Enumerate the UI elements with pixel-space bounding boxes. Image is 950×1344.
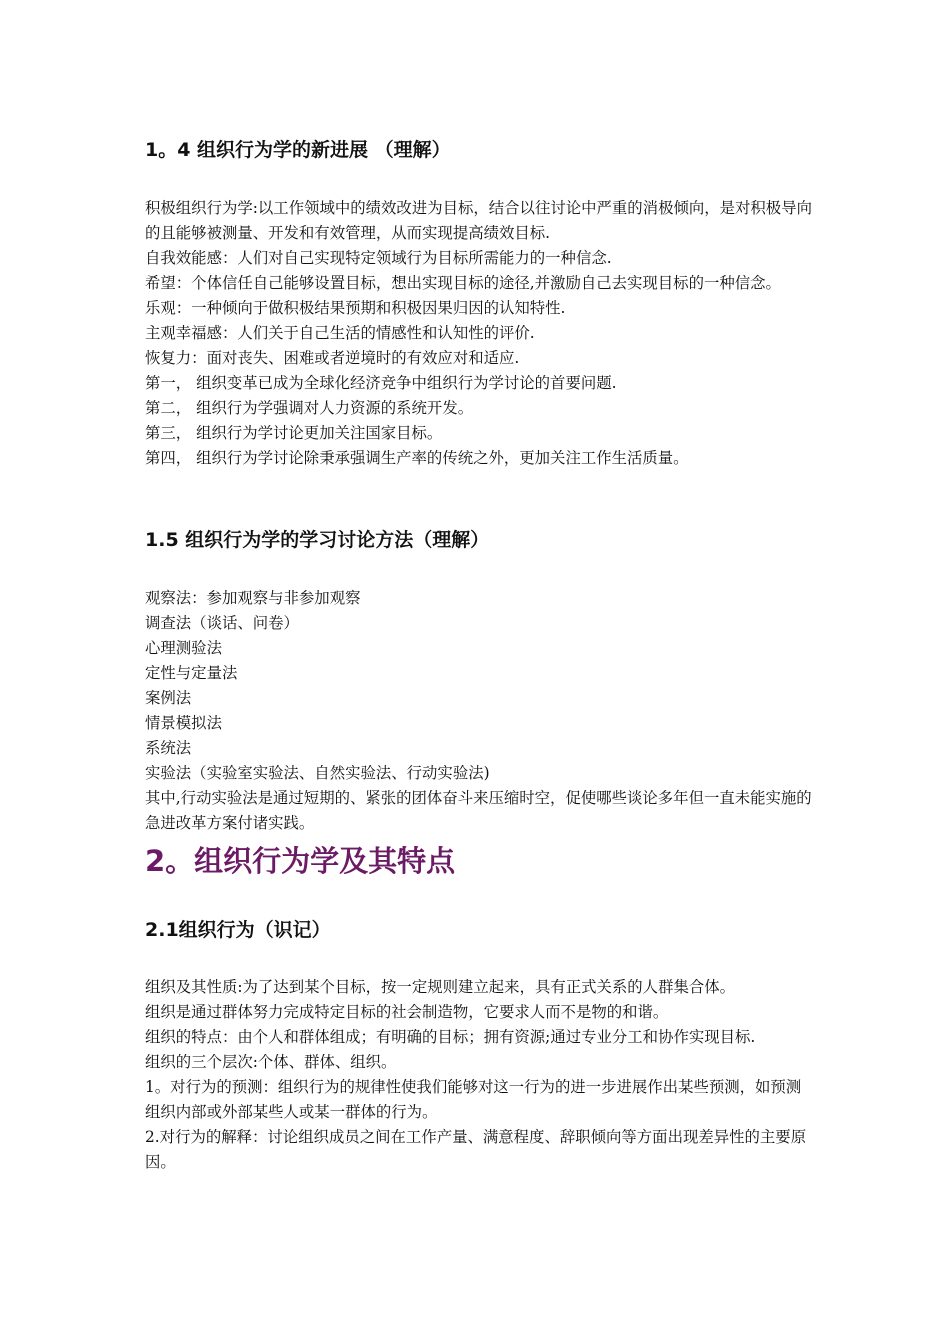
paragraph-fourth: 第四， 组织行为学讨论除秉承强调生产率的传统之外，更加关注工作生活质量。 bbox=[145, 449, 689, 467]
paragraph-second: 第二， 组织行为学强调对人力资源的系统开发。 bbox=[145, 399, 474, 417]
paragraph-positive-ob: 积极组织行为学:以工作领域中的绩效改进为目标，结合以往讨论中严重的消极倾向，是对积极导向的且能够被测量、开发和有效管理，从而实现提高绩效目标. bbox=[145, 199, 812, 242]
list-item: 案例法 bbox=[145, 689, 192, 707]
list-item: 情景模拟法 bbox=[145, 714, 222, 732]
paragraph-self-efficacy: 自我效能感：人们对自己实现特定领域行为目标所需能力的一种信念. bbox=[145, 249, 612, 267]
list-item: 系统法 bbox=[145, 739, 192, 757]
list-item: 心理测验法 bbox=[145, 639, 222, 657]
paragraph-organization-nature: 组织及其性质:为了达到某个目标，按一定规则建立起来，具有正式关系的人群集合体。 bbox=[145, 978, 736, 996]
paragraph-optimism: 乐观：一种倾向于做积极结果预期和积极因果归因的认知特性. bbox=[145, 299, 566, 317]
section-1-4-heading: 1。4 组织行为学的新进展 （理解） bbox=[145, 139, 451, 161]
paragraph-behavior-explanation: 2.对行为的解释：讨论组织成员之间在工作产量、满意程度、辞职倾向等方面出现差异性的主要原因。 bbox=[145, 1128, 807, 1171]
list-item: 定性与定量法 bbox=[145, 664, 238, 682]
paragraph-organization-levels: 组织的三个层次:个体、群体、组织。 bbox=[145, 1053, 397, 1071]
section-1-5-body bbox=[145, 586, 813, 836]
list-item: 观察法：参加观察与非参加观察 bbox=[145, 589, 361, 607]
paragraph-resilience: 恢复力：面对丧失、困难或者逆境时的有效应对和适应. bbox=[145, 349, 520, 367]
section-2-heading: 2。组织行为学及其特点 bbox=[145, 844, 456, 878]
paragraph-third: 第三， 组织行为学讨论更加关注国家目标。 bbox=[145, 424, 443, 442]
paragraph-subjective-wellbeing: 主观幸福感：人们关于自己生活的情感性和认知性的评价. bbox=[145, 324, 535, 342]
paragraph-first: 第一， 组织变革已成为全球化经济竞争中组织行为学讨论的首要问题. bbox=[145, 374, 617, 392]
paragraph-action-experiment: 其中,行动实验法是通过短期的、紧张的团体奋斗来压缩时空，促使哪些谈论多年但一直未能实施的急进改革方案付诸实践。 bbox=[145, 789, 812, 832]
section-1-4-body bbox=[145, 196, 813, 471]
list-item: 实验法（实验室实验法、自然实验法、行动实验法) bbox=[145, 764, 490, 782]
section-2-1-body bbox=[145, 975, 813, 1175]
paragraph-organization-social-artifact: 组织是通过群体努力完成特定目标的社会制造物，它要求人而不是物的和谐。 bbox=[145, 1003, 669, 1021]
paragraph-behavior-prediction: 1。对行为的预测：组织行为的规律性使我们能够对这一行为的进一步进展作出某些预测，如预测组织内部或外部某些人或某一群体的行为。 bbox=[145, 1078, 802, 1121]
section-1-5-heading: 1.5 组织行为学的学习讨论方法（理解） bbox=[145, 529, 490, 551]
paragraph-organization-features: 组织的特点：由个人和群体组成；有明确的目标；拥有资源;通过专业分工和协作实现目标. bbox=[145, 1028, 756, 1046]
section-2-1-heading: 2.1组织行为（识记） bbox=[145, 919, 331, 941]
list-item: 调查法（谈话、问卷） bbox=[145, 614, 299, 632]
paragraph-hope: 希望：个体信任自己能够设置目标，想出实现目标的途径,并激励自己去实现目标的一种信念。 bbox=[145, 274, 781, 292]
